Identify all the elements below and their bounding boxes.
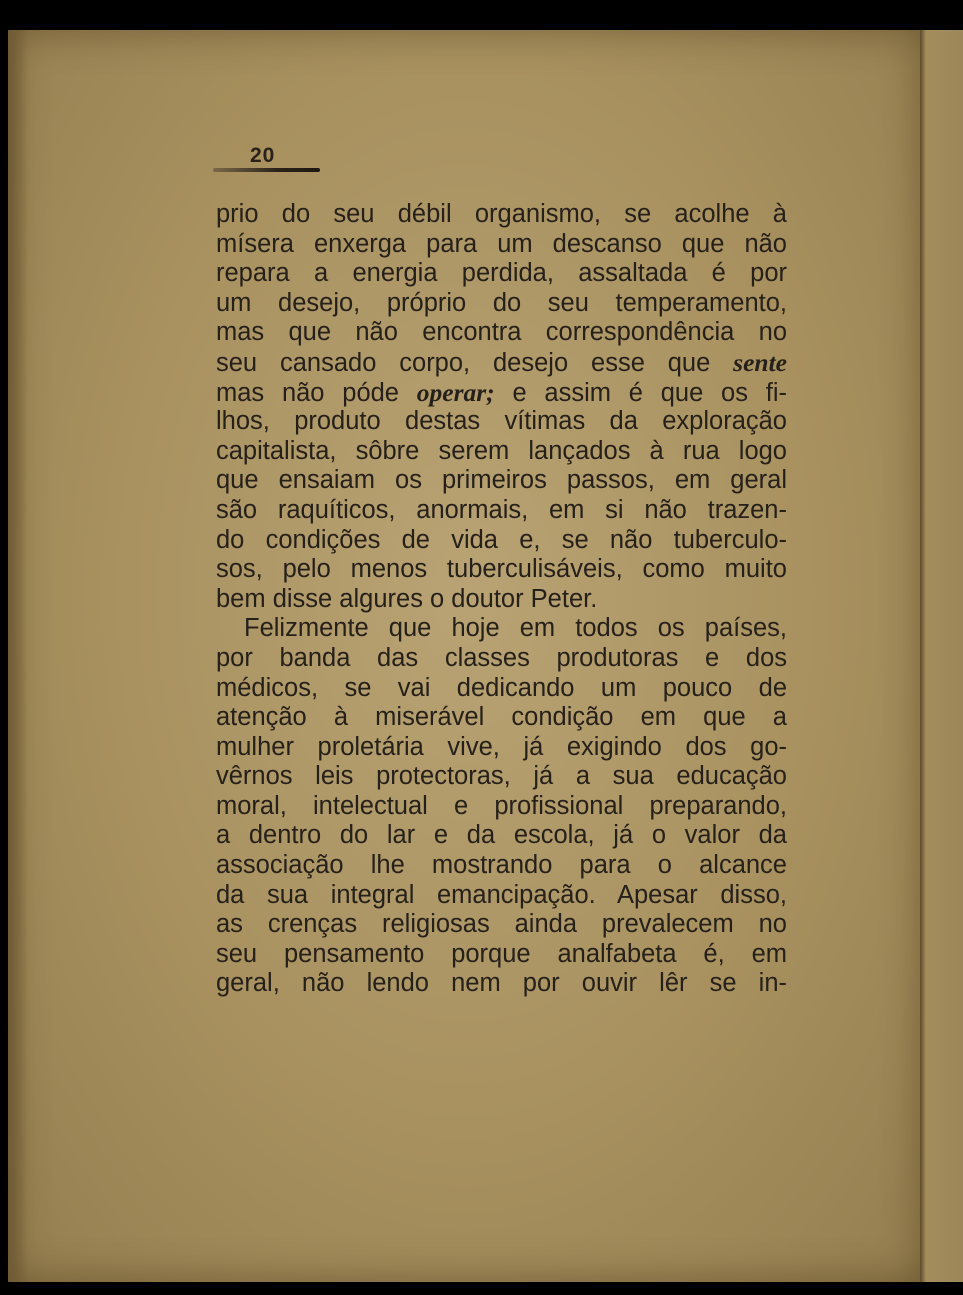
page-edge-shadow	[8, 30, 28, 1282]
text-segment: geral, não lendo nem por ouvir lêr se in-	[216, 969, 787, 998]
text-segment: moral, intelectual e profissional preparando,	[216, 791, 787, 820]
header-rule	[213, 168, 320, 172]
text-line	[216, 969, 787, 999]
text-segment: e assim é que os fi-	[494, 378, 787, 407]
text-line	[216, 674, 787, 704]
text-segment: seu cansado corpo, desejo esse que	[216, 348, 734, 377]
text-line	[216, 259, 787, 289]
text-segment: mas que não encontra correspondência no	[216, 318, 787, 347]
text-segment: da sua integral emancipação. Apesar disso,	[216, 880, 787, 909]
text-line	[216, 644, 787, 674]
text-line	[216, 555, 787, 585]
text-segment: do condições de vida e, se não tuberculo-	[216, 525, 787, 554]
text-line	[216, 378, 787, 408]
text-segment: por banda das classes produtoras e dos	[216, 643, 787, 672]
body-text	[216, 200, 787, 999]
text-line	[216, 821, 787, 851]
text-segment: atenção à miserável condição em que a	[216, 703, 787, 732]
text-line	[216, 733, 787, 763]
text-segment: vêrnos leis protectoras, já a sua educação	[216, 762, 787, 791]
text-segment: prio do seu débil organismo, se acolhe à	[216, 200, 787, 228]
text-segment: sos, pelo menos tuberculisáveis, como muito	[216, 555, 787, 584]
text-segment: seu pensamento porque analfabeta é, em	[216, 939, 787, 968]
text-segment: repara a energia perdida, assaltada é por	[216, 259, 787, 288]
text-line	[216, 230, 787, 260]
text-line	[216, 910, 787, 940]
text-line	[216, 703, 787, 733]
text-line	[216, 437, 787, 467]
text-segment: associação lhe mostrando para o alcance	[216, 851, 787, 880]
text-line	[216, 318, 787, 348]
adjacent-page-edge	[920, 30, 963, 1282]
text-segment: capitalista, sôbre serem lançados à rua logo	[216, 436, 787, 465]
text-line	[216, 407, 787, 437]
text-line	[216, 348, 787, 378]
text-segment: Felizmente que hoje em todos os países,	[244, 614, 787, 643]
text-line	[216, 496, 787, 526]
text-segment: mulher proletária vive, já exigindo dos go-	[216, 732, 787, 761]
text-line	[216, 526, 787, 556]
text-segment: são raquíticos, anormais, em si não trazen-	[216, 495, 787, 524]
text-line	[216, 792, 787, 822]
text-line	[216, 762, 787, 792]
text-segment: um desejo, próprio do seu temperamento,	[216, 288, 787, 317]
text-line	[216, 940, 787, 970]
text-line	[216, 585, 787, 615]
italic-text: operar;	[416, 377, 495, 407]
text-segment: as crenças religiosas ainda prevalecem no	[216, 910, 787, 939]
page-number: 20	[250, 144, 276, 167]
text-line	[216, 881, 787, 911]
text-segment: que ensaiam os primeiros passos, em geral	[216, 466, 787, 495]
text-segment: mísera enxerga para um descanso que não	[216, 229, 787, 258]
italic-text: sente	[733, 347, 787, 377]
text-segment: bem disse algures o doutor Peter.	[216, 584, 598, 613]
text-segment: lhos, produto destas vítimas da exploração	[216, 407, 787, 436]
text-segment: a dentro do lar e da escola, já o valor da	[216, 821, 787, 850]
text-segment: médicos, se vai dedicando um pouco de	[216, 673, 787, 702]
text-line	[216, 614, 787, 644]
text-line	[216, 466, 787, 496]
text-line	[216, 289, 787, 319]
text-segment: mas não póde	[216, 378, 417, 407]
text-line	[216, 851, 787, 881]
text-line	[216, 200, 787, 230]
